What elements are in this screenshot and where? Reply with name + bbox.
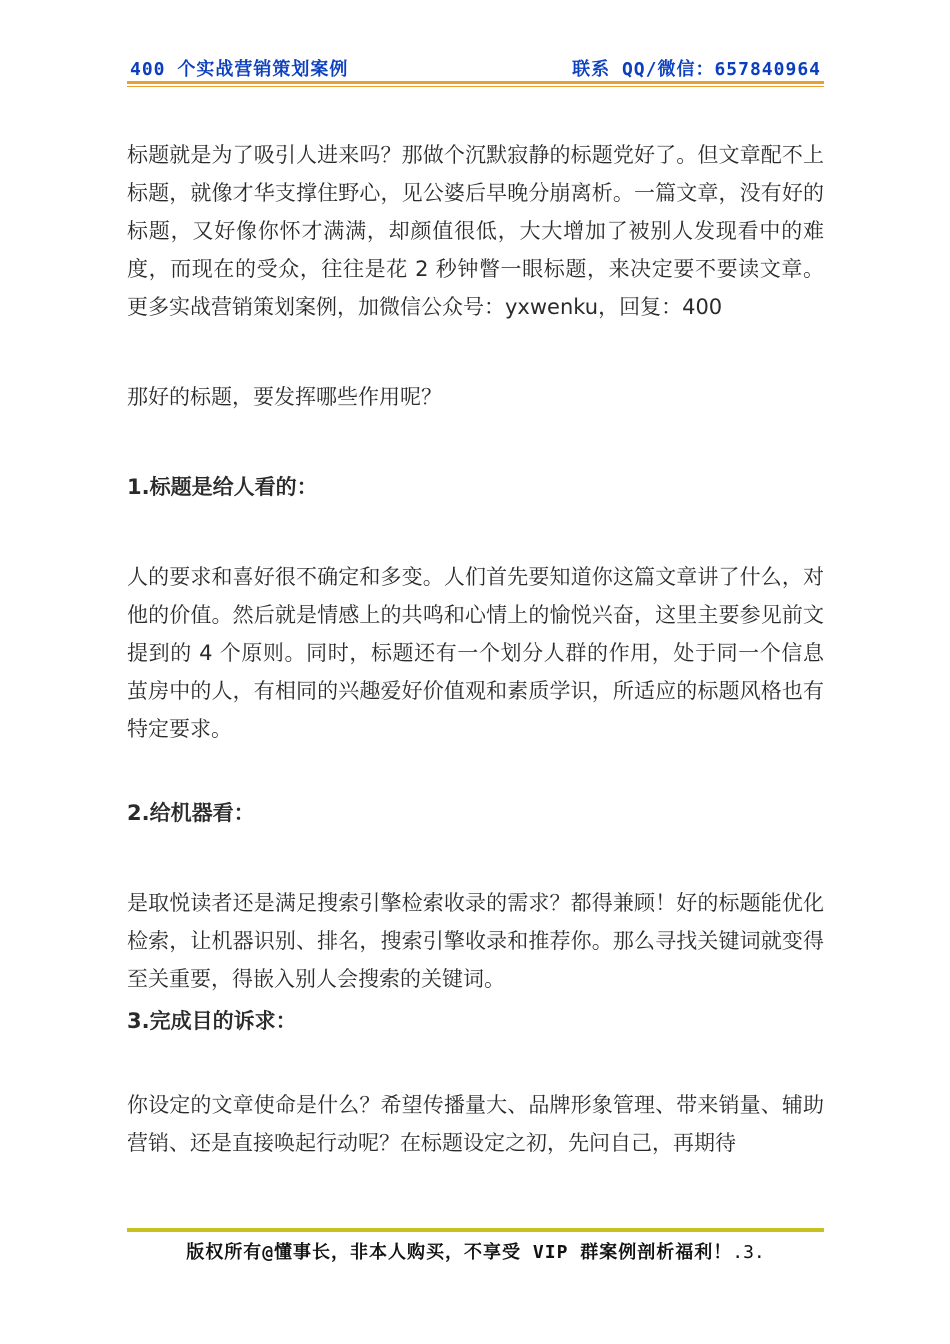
paragraph-question: 那好的标题，要发挥哪些作用呢？	[127, 385, 442, 409]
document-body	[127, 136, 824, 1162]
section-heading-3: 3.完成目的诉求：	[127, 1009, 297, 1033]
header-divider	[127, 81, 824, 84]
section-heading-2: 2.给机器看：	[127, 801, 255, 825]
paragraph-section-1: 人的要求和喜好很不确定和多变。人们首先要知道你这篇文章讲了什么，对他的价值。然后就是情感上的共鸣和心情上的愉悦兴奋，这里主要参见前文提到的 4 个原则。同时，标题还有一个划分人群的作用，处于同一个信息茧房中的人，有相同的兴趣爱好价值观和素质学识，所适应的标题风格也有特定要求。	[127, 565, 824, 741]
footer-copyright: 版权所有@懂事长，非本人购买，不享受 VIP 群案例剖析福利！	[186, 1242, 733, 1263]
page-number: .3.	[732, 1242, 765, 1263]
paragraph-section-2: 是取悦读者还是满足搜索引擎检索收录的需求？都得兼顾！好的标题能优化检索，让机器识别、排名，搜索引擎收录和推荐你。那么寻找关键词就变得至关重要，得嵌入别人会搜索的关键词。	[127, 891, 824, 991]
header-contact: 联系 QQ/微信：657840964	[572, 59, 821, 80]
footer-divider	[127, 1228, 824, 1232]
section-heading-1: 1.标题是给人看的：	[127, 475, 318, 499]
paragraph-section-3: 你设定的文章使命是什么？希望传播量大、品牌形象管理、带来销量、辅助营销、还是直接唤起行动呢？在标题设定之初，先问自己，再期待	[127, 1093, 824, 1155]
header-divider-thin	[127, 86, 824, 87]
page-footer	[127, 1238, 824, 1264]
paragraph-intro: 标题就是为了吸引人进来吗？那做个沉默寂静的标题党好了。但文章配不上标题，就像才华支撑住野心，见公婆后早晚分崩离析。一篇文章，没有好的标题，又好像你怀才满满，却颜值很低，大大增加了被别人发现看中的难度，而现在的受众，往往是花 2 秒钟瞥一眼标题，来决定要不要读文章。更多实战营销策划案例，加微信公众号：yxwenku，回复：400	[127, 143, 824, 319]
page-header	[127, 50, 824, 84]
header-title: 400 个实战营销策划案例	[130, 59, 349, 80]
